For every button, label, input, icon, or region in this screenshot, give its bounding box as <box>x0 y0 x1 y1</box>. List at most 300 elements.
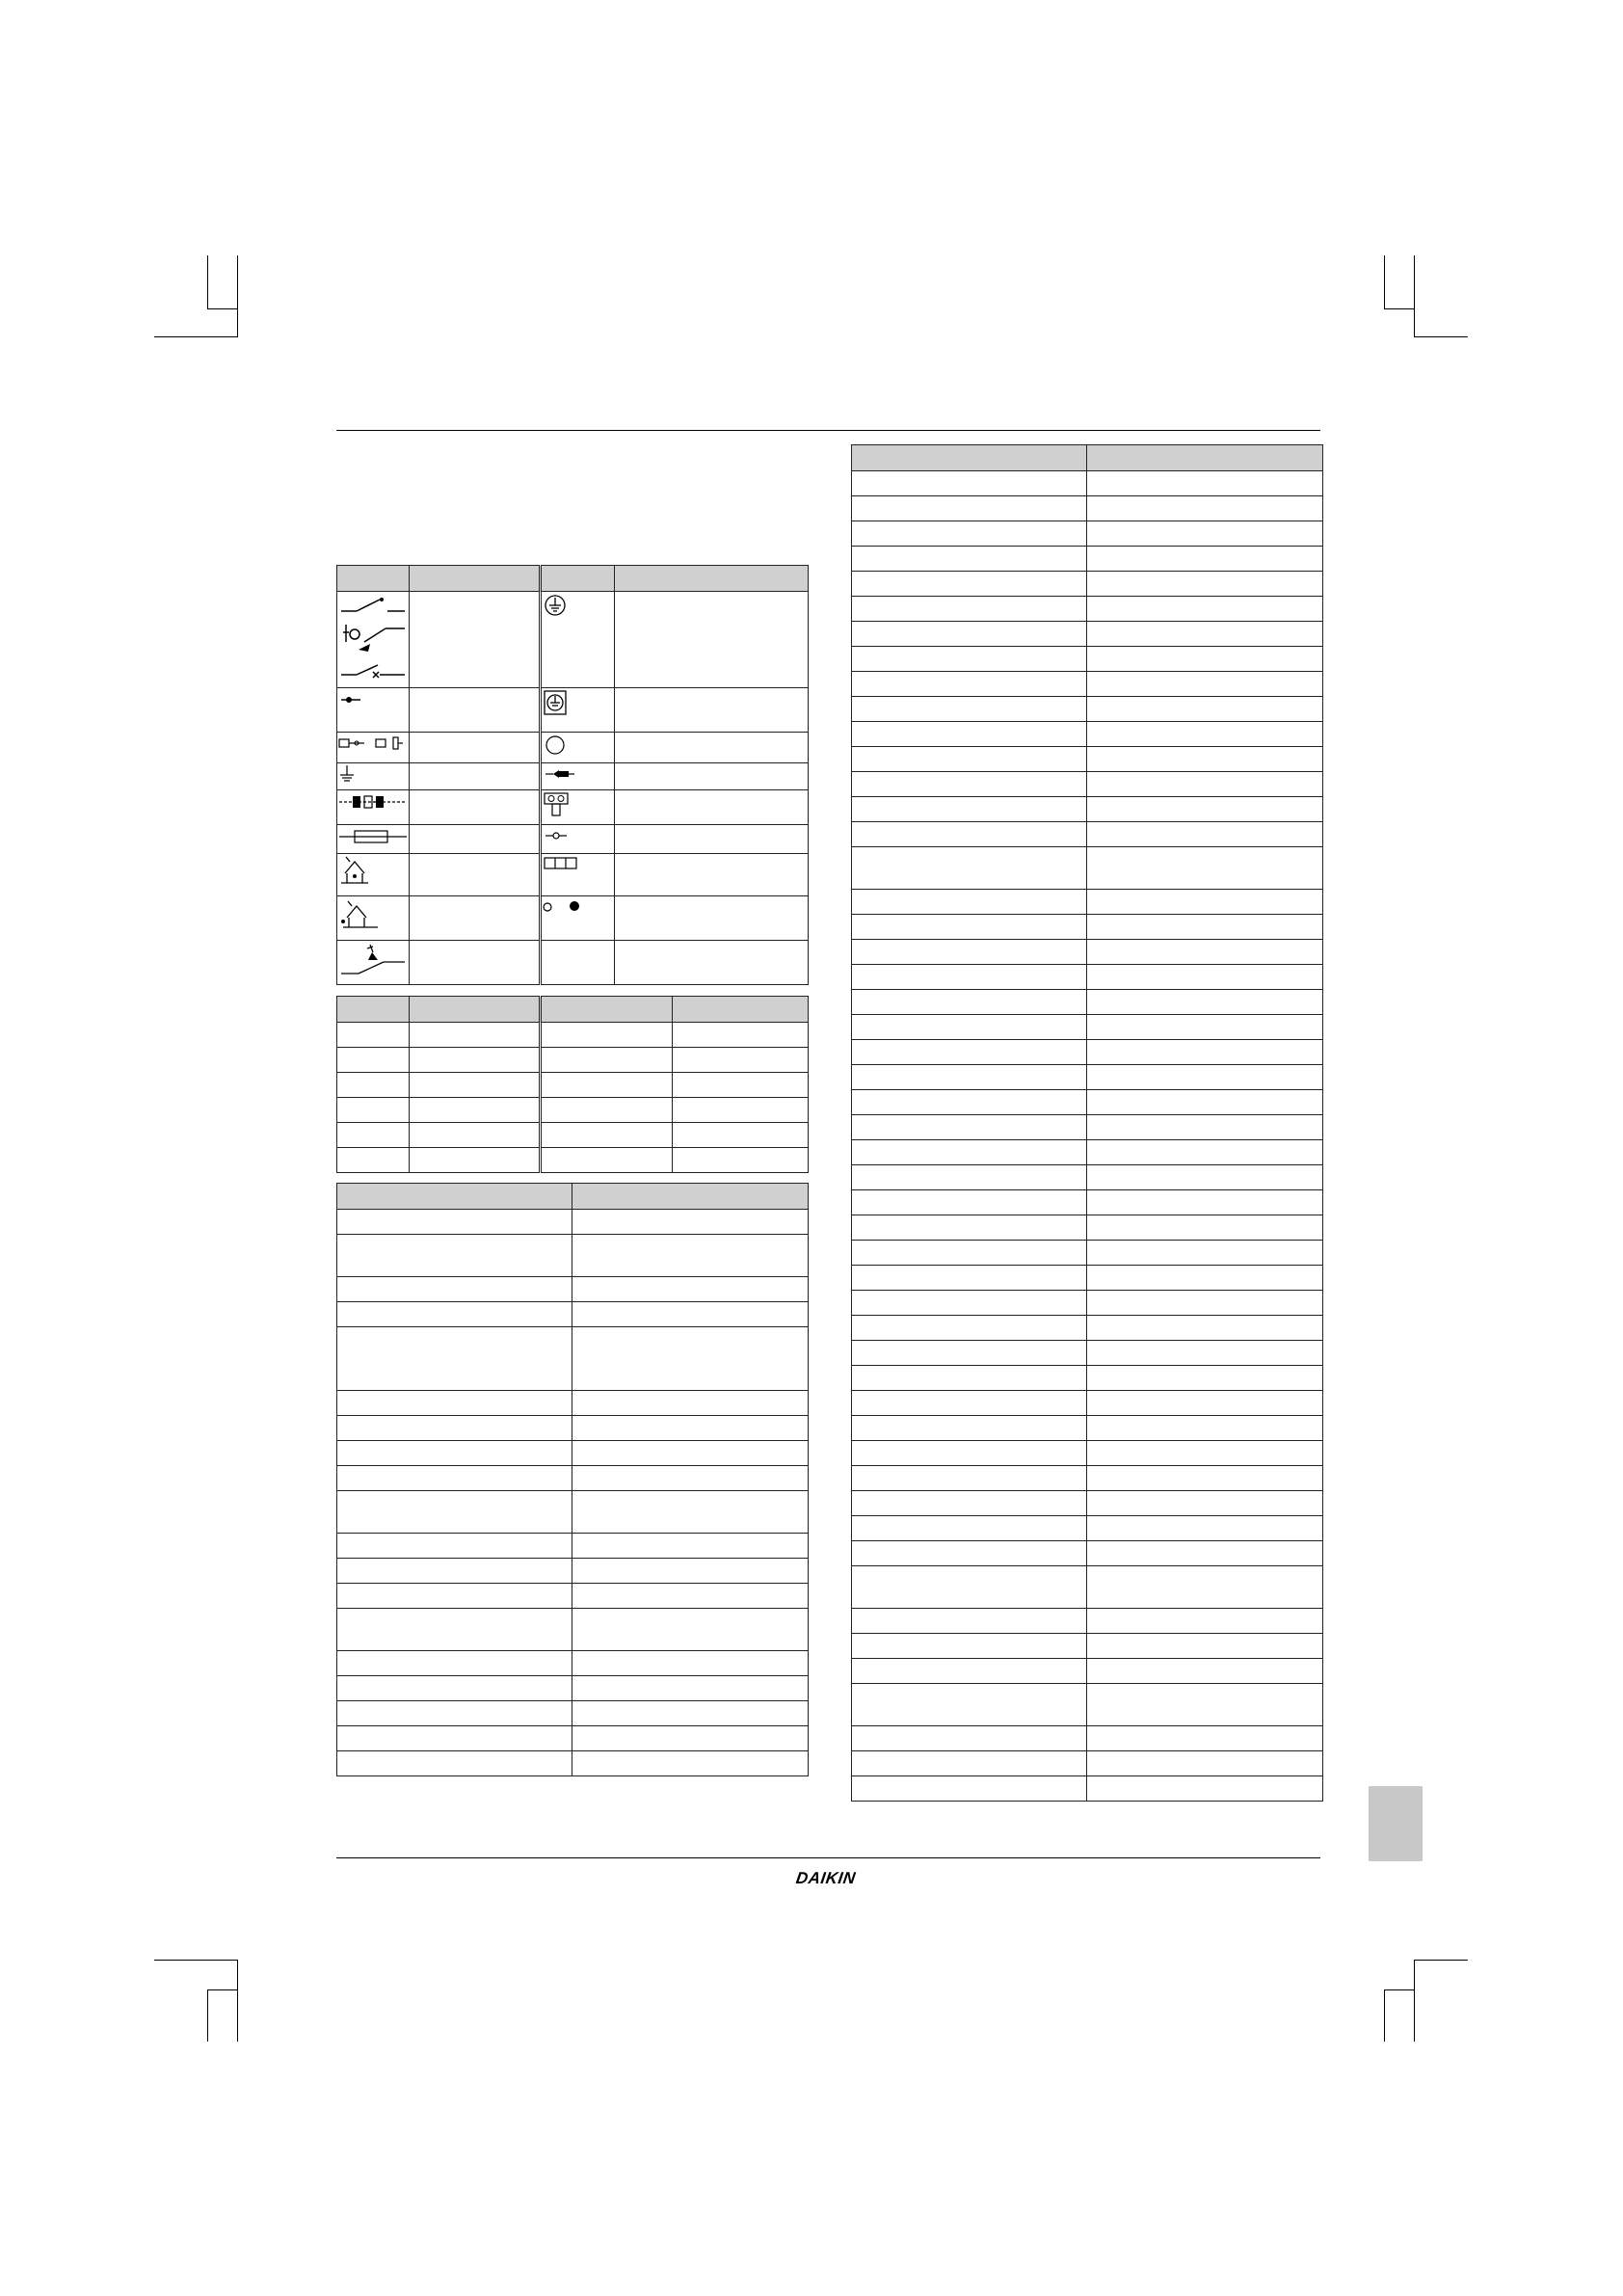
table-cell <box>1087 1726 1323 1751</box>
table-row <box>852 915 1323 940</box>
table-cell <box>1087 547 1323 572</box>
table-cell <box>852 1140 1087 1165</box>
table-cell <box>1087 1140 1323 1165</box>
table-row <box>337 688 809 733</box>
table-row <box>337 1073 809 1098</box>
table-row <box>337 790 809 825</box>
table-cell <box>1087 521 1323 547</box>
crop-mark <box>207 1989 208 2042</box>
table-cell <box>1087 1215 1323 1241</box>
pressure-switch-icon <box>337 621 409 659</box>
table-cell <box>1087 1441 1323 1466</box>
table-cell <box>337 1534 572 1559</box>
table-cell <box>337 1023 410 1048</box>
table-cell <box>572 1676 809 1701</box>
table-cell <box>852 1416 1087 1441</box>
header-cell <box>541 566 615 592</box>
connector-icon <box>337 733 409 754</box>
table-row <box>337 1048 809 1073</box>
table-cell <box>1087 1241 1323 1266</box>
table-cell <box>852 1015 1087 1040</box>
table-cell <box>572 1609 809 1651</box>
table-header-row <box>337 997 809 1023</box>
table-cell <box>337 1751 572 1776</box>
table-cell <box>572 1584 809 1609</box>
table-cell <box>541 1098 673 1123</box>
table-row <box>337 1466 809 1491</box>
table-row <box>852 1090 1323 1115</box>
description-cell <box>410 825 541 854</box>
legend-table-left <box>336 1183 809 1776</box>
symbol-cell <box>541 896 615 941</box>
table-row <box>852 1684 1323 1726</box>
header-cell <box>337 997 410 1023</box>
crop-mark <box>237 255 238 337</box>
table-cell <box>410 1123 541 1148</box>
table-cell <box>410 1048 541 1073</box>
table-cell <box>541 1123 673 1148</box>
table-cell <box>337 1441 572 1466</box>
table-cell <box>852 965 1087 990</box>
table-cell <box>572 1277 809 1302</box>
table-cell <box>410 1098 541 1123</box>
table-row <box>337 854 809 896</box>
table-cell <box>337 1491 572 1534</box>
table-cell <box>1087 1341 1323 1366</box>
table-cell <box>852 1341 1087 1366</box>
table-row <box>852 572 1323 597</box>
table-cell <box>572 1327 809 1391</box>
description-cell <box>615 763 809 790</box>
table-cell <box>572 1391 809 1416</box>
table-cell <box>852 1391 1087 1416</box>
table-cell <box>337 1676 572 1701</box>
table-cell <box>572 1466 809 1491</box>
table-cell <box>852 1776 1087 1802</box>
table-cell <box>852 1040 1087 1065</box>
table-cell <box>852 647 1087 672</box>
symbol-cell <box>337 733 410 763</box>
table-cell <box>852 1684 1087 1726</box>
table-cell <box>1087 1165 1323 1190</box>
table-row <box>337 896 809 941</box>
symbol-cell <box>541 854 615 896</box>
table-cell <box>572 1701 809 1726</box>
table-cell <box>852 1726 1087 1751</box>
table-header-row <box>337 1184 809 1210</box>
table-cell <box>852 1115 1087 1140</box>
table-cell <box>1087 1416 1323 1441</box>
table-cell <box>572 1751 809 1776</box>
table-row <box>852 1215 1323 1241</box>
table-cell <box>1087 1659 1323 1684</box>
header-cell <box>852 445 1087 471</box>
table-cell <box>1087 1684 1323 1726</box>
table-cell <box>1087 1015 1323 1040</box>
table-row <box>337 763 809 790</box>
crop-mark <box>1384 308 1415 309</box>
colors-table <box>336 996 809 1173</box>
table-row <box>852 1726 1323 1751</box>
table-row <box>337 1491 809 1534</box>
table-row <box>852 547 1323 572</box>
table-row <box>852 1165 1323 1190</box>
table-cell <box>1087 965 1323 990</box>
table-cell <box>852 1215 1087 1241</box>
crop-mark <box>207 1989 237 1990</box>
crop-mark <box>1414 1960 1415 2042</box>
table-cell <box>1087 797 1323 822</box>
table-cell <box>852 1566 1087 1609</box>
table-row <box>337 1391 809 1416</box>
table-cell <box>1087 1609 1323 1634</box>
table-cell <box>852 1659 1087 1684</box>
table-row <box>337 1416 809 1441</box>
table-cell <box>1087 1040 1323 1065</box>
table-cell <box>673 1123 809 1148</box>
table-cell <box>852 1366 1087 1391</box>
table-cell <box>1087 1266 1323 1291</box>
table-row <box>852 521 1323 547</box>
table-cell <box>572 1210 809 1235</box>
table-row <box>852 622 1323 647</box>
table-cell <box>1087 647 1323 672</box>
table-cell <box>1087 1190 1323 1215</box>
table-row <box>852 1140 1323 1165</box>
table-cell <box>1087 1466 1323 1491</box>
table-row <box>337 1148 809 1173</box>
table-cell <box>852 597 1087 622</box>
table-row <box>852 847 1323 890</box>
table-row <box>337 1302 809 1327</box>
table-cell <box>852 521 1087 547</box>
table-cell <box>1087 1516 1323 1541</box>
table-cell <box>337 1701 572 1726</box>
table-cell <box>852 622 1087 647</box>
crop-mark <box>1384 1989 1385 2042</box>
header-cell <box>337 566 410 592</box>
table-cell <box>337 1073 410 1098</box>
table-row <box>852 1634 1323 1659</box>
crop-mark <box>1414 255 1415 337</box>
table-cell <box>852 1491 1087 1516</box>
option-circle-icon <box>542 733 571 758</box>
table-row <box>337 1584 809 1609</box>
table-cell <box>852 797 1087 822</box>
table-cell <box>337 1302 572 1327</box>
terminal-strip-icon <box>542 854 580 875</box>
table-cell <box>1087 622 1323 647</box>
table-cell <box>572 1534 809 1559</box>
table-cell <box>1087 1366 1323 1391</box>
legend-table-right <box>851 444 1323 1802</box>
table-row <box>852 1291 1323 1316</box>
table-row <box>852 597 1323 622</box>
table-cell <box>410 1148 541 1173</box>
header-cell <box>572 1184 809 1210</box>
table-row <box>852 1751 1323 1776</box>
table-header-row <box>337 566 809 592</box>
table-row <box>337 1098 809 1123</box>
table-row <box>852 496 1323 521</box>
description-cell <box>615 941 809 985</box>
table-cell <box>337 1466 572 1491</box>
legend-table-left-body <box>337 1210 809 1776</box>
crop-mark <box>1384 1989 1415 1990</box>
table-row <box>337 1123 809 1148</box>
description-cell <box>410 688 541 733</box>
terminal-block-icon <box>542 790 574 819</box>
table-cell <box>1087 1541 1323 1566</box>
table-cell <box>852 1241 1087 1266</box>
table-row <box>852 1609 1323 1634</box>
table-cell <box>337 1584 572 1609</box>
symbol-cell <box>541 825 615 854</box>
table-row <box>337 941 809 985</box>
table-cell <box>337 1235 572 1277</box>
table-cell <box>852 572 1087 597</box>
table-cell <box>572 1726 809 1751</box>
symbols-table <box>336 565 809 985</box>
table-cell <box>337 1609 572 1651</box>
table-cell <box>852 547 1087 572</box>
description-cell <box>410 763 541 790</box>
table-cell <box>1087 1391 1323 1416</box>
table-cell <box>572 1491 809 1534</box>
table-cell <box>572 1235 809 1277</box>
table-row <box>852 1015 1323 1040</box>
table-row <box>852 647 1323 672</box>
daikin-logo: DAIKIN <box>794 1869 857 1887</box>
table-row <box>337 592 809 688</box>
header-cell <box>1087 445 1323 471</box>
header-rule <box>336 430 1320 431</box>
table-cell <box>1087 471 1323 496</box>
table-row <box>852 722 1323 747</box>
table-cell <box>1087 722 1323 747</box>
table-row <box>337 1651 809 1676</box>
table-row <box>337 1210 809 1235</box>
table-row <box>337 1559 809 1584</box>
table-row <box>337 1534 809 1559</box>
description-cell <box>410 592 541 688</box>
table-row <box>852 940 1323 965</box>
table-cell <box>852 915 1087 940</box>
table-cell <box>852 747 1087 772</box>
table-cell <box>852 772 1087 797</box>
table-cell <box>1087 1751 1323 1776</box>
table-cell <box>852 822 1087 847</box>
table-cell <box>541 1148 673 1173</box>
wire-plug-icon <box>542 763 580 785</box>
table-row <box>852 1441 1323 1466</box>
table-cell <box>1087 990 1323 1015</box>
table-row <box>337 1235 809 1277</box>
earth-icon <box>337 763 409 785</box>
description-cell <box>615 825 809 854</box>
table-cell <box>1087 915 1323 940</box>
description-cell <box>410 896 541 941</box>
table-cell <box>410 1023 541 1048</box>
table-cell <box>852 1065 1087 1090</box>
table-cell <box>1087 1291 1323 1316</box>
table-row <box>337 1441 809 1466</box>
table-cell <box>337 1123 410 1148</box>
table-cell <box>852 722 1087 747</box>
table-cell <box>852 1165 1087 1190</box>
table-row <box>852 797 1323 822</box>
table-row <box>337 1277 809 1302</box>
table-cell <box>337 1098 410 1123</box>
description-cell <box>615 688 809 733</box>
chapter-tab-marker <box>1369 1786 1423 1861</box>
symbol-cell <box>337 896 410 941</box>
symbol-cell <box>337 825 410 854</box>
table-row <box>852 1466 1323 1491</box>
crop-mark <box>1414 336 1468 337</box>
table-cell <box>337 1148 410 1173</box>
colors-table-body <box>337 1023 809 1173</box>
residual-current-device-icon <box>337 941 409 979</box>
table-cell <box>852 672 1087 697</box>
crop-mark <box>207 308 237 309</box>
symbol-cell <box>337 854 410 896</box>
table-cell <box>337 1210 572 1235</box>
table-cell <box>1087 1316 1323 1341</box>
table-cell <box>852 990 1087 1015</box>
table-cell <box>673 1148 809 1173</box>
table-cell <box>1087 747 1323 772</box>
table-row <box>337 733 809 763</box>
table-cell <box>1087 940 1323 965</box>
table-cell <box>541 1023 673 1048</box>
table-cell <box>1087 597 1323 622</box>
description-cell <box>410 854 541 896</box>
table-cell <box>1087 496 1323 521</box>
table-row <box>852 890 1323 915</box>
table-cell <box>337 1559 572 1584</box>
table-row <box>852 990 1323 1015</box>
connection-point-icon <box>337 688 409 707</box>
table-cell <box>852 1190 1087 1215</box>
field-wiring-icon <box>337 790 409 814</box>
table-cell <box>1087 1634 1323 1659</box>
legend-table-right-body <box>852 471 1323 1802</box>
table-cell <box>1087 772 1323 797</box>
table-cell <box>673 1073 809 1098</box>
table-cell <box>1087 1776 1323 1802</box>
indoor-unit-icon <box>337 854 409 889</box>
fuse-icon <box>337 825 409 848</box>
table-row <box>852 697 1323 722</box>
table-cell <box>572 1559 809 1584</box>
table-row <box>337 1609 809 1651</box>
description-cell <box>615 896 809 941</box>
table-row <box>852 1566 1323 1609</box>
table-cell <box>337 1651 572 1676</box>
table-row <box>337 1676 809 1701</box>
crop-mark <box>1414 1960 1468 1961</box>
table-row <box>337 1327 809 1391</box>
symbol-cell <box>541 790 615 825</box>
table-cell <box>852 890 1087 915</box>
table-cell <box>852 1266 1087 1291</box>
crop-mark <box>207 255 208 309</box>
table-cell <box>852 1634 1087 1659</box>
table-row <box>852 1516 1323 1541</box>
table-row <box>852 471 1323 496</box>
table-cell <box>852 1316 1087 1341</box>
header-cell <box>410 997 541 1023</box>
symbol-cell <box>337 763 410 790</box>
table-cell <box>572 1302 809 1327</box>
table-row <box>337 1751 809 1776</box>
table-cell <box>1087 1566 1323 1609</box>
table-cell <box>1087 1491 1323 1516</box>
table-cell <box>852 697 1087 722</box>
noiseless-earth-icon <box>542 688 571 719</box>
table-cell <box>1087 672 1323 697</box>
table-cell <box>337 1391 572 1416</box>
table-row <box>852 1065 1323 1090</box>
symbol-cell <box>541 941 615 985</box>
symbol-cell <box>337 790 410 825</box>
description-cell <box>410 790 541 825</box>
symbol-cell <box>541 592 615 688</box>
table-cell <box>852 940 1087 965</box>
table-cell <box>572 1651 809 1676</box>
protective-earth-icon <box>542 592 571 619</box>
table-cell <box>852 1291 1087 1316</box>
table-row <box>852 1416 1323 1441</box>
table-row <box>337 1023 809 1048</box>
symbol-cell <box>337 592 410 688</box>
table-row <box>852 1491 1323 1516</box>
table-cell <box>572 1441 809 1466</box>
description-cell <box>615 854 809 896</box>
table-row <box>852 1241 1323 1266</box>
table-row <box>852 1341 1323 1366</box>
table-row <box>852 1316 1323 1341</box>
header-cell <box>337 1184 572 1210</box>
table-row <box>852 747 1323 772</box>
table-cell <box>1087 1065 1323 1090</box>
description-cell <box>615 733 809 763</box>
table-cell <box>1087 697 1323 722</box>
symbol-cell <box>337 688 410 733</box>
table-row <box>852 965 1323 990</box>
table-cell <box>852 1516 1087 1541</box>
crop-mark <box>154 1960 237 1961</box>
table-cell <box>541 1073 673 1098</box>
crop-mark <box>237 1960 238 2042</box>
table-cell <box>337 1277 572 1302</box>
table-row <box>852 772 1323 797</box>
header-cell <box>673 997 809 1023</box>
table-row <box>852 1659 1323 1684</box>
table-cell <box>673 1023 809 1048</box>
table-row <box>852 1541 1323 1566</box>
table-cell <box>337 1327 572 1391</box>
header-cell <box>410 566 541 592</box>
table-cell <box>541 1048 673 1073</box>
symbol-cell <box>541 733 615 763</box>
table-cell <box>852 496 1087 521</box>
table-cell <box>1087 1090 1323 1115</box>
table-row <box>852 1776 1323 1802</box>
table-cell <box>852 1466 1087 1491</box>
table-row <box>337 1701 809 1726</box>
